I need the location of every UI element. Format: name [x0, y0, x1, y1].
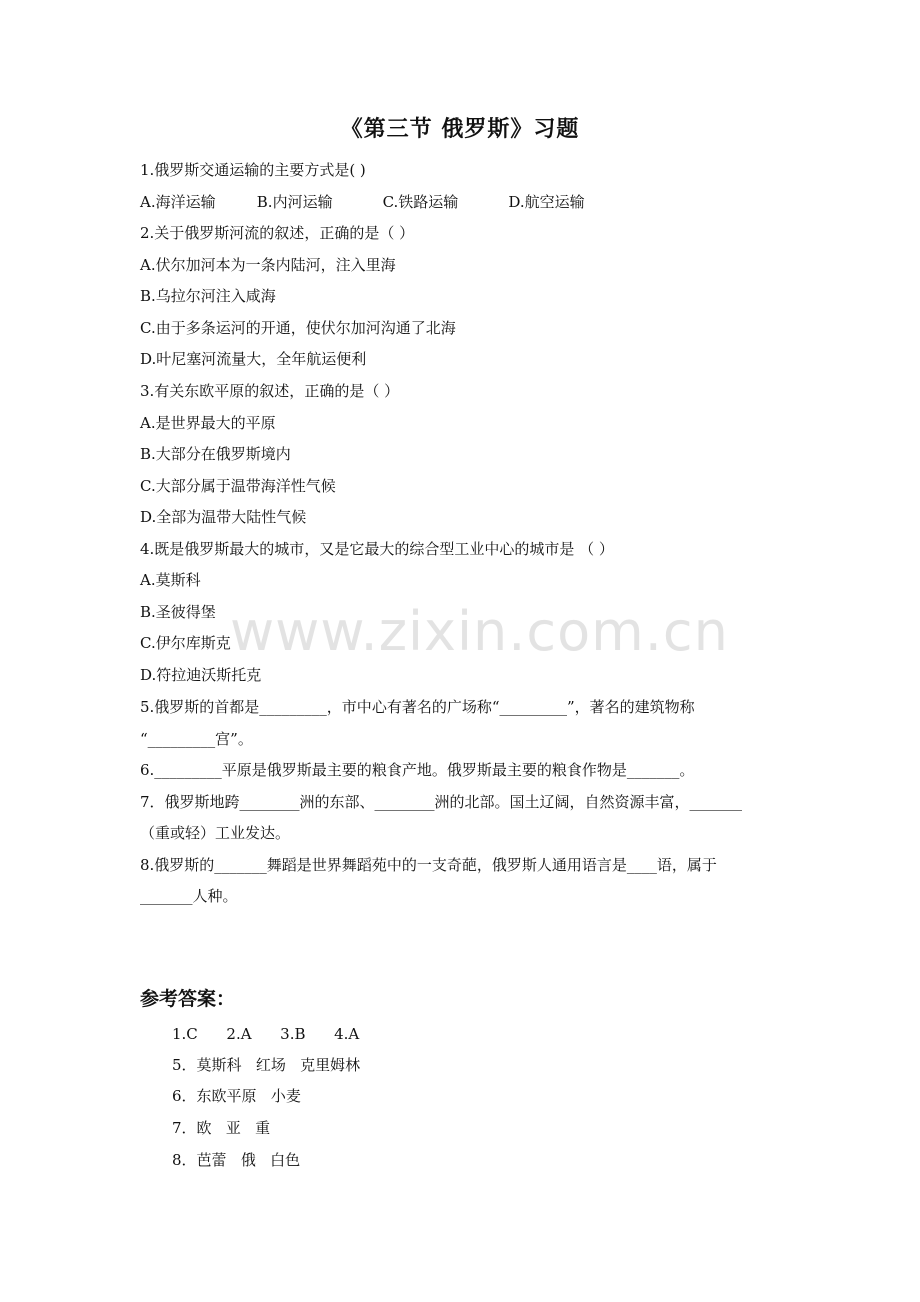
question-5-line-1: 5.俄罗斯的首都是_________，市中心有著名的广场称“_________”，著名的建筑物称 — [140, 698, 695, 716]
answer-line-5: 8．芭蕾 俄 白色 — [172, 1151, 301, 1169]
q4-option-c: C.伊尔库斯克 — [140, 634, 231, 652]
question-1-options — [140, 192, 585, 212]
question-8-line-2: _______人种。 — [140, 887, 238, 905]
question-2-stem: 2.关于俄罗斯河流的叙述，正确的是（ ） — [140, 224, 415, 242]
question-7-line-1: 7．俄罗斯地跨________洲的东部、________洲的北部。国土辽阔，自然资源丰富，_______ — [140, 793, 743, 811]
q1-option-a: A.海洋运输 — [140, 193, 216, 211]
q3-option-d: D.全部为温带大陆性气候 — [140, 508, 307, 526]
answer-line-2: 5．莫斯科 红场 克里姆林 — [172, 1056, 361, 1074]
q1-option-d: D.航空运输 — [508, 193, 585, 211]
page-title: 《第三节 俄罗斯》习题 — [340, 117, 580, 142]
q2-option-c: C.由于多条运河的开通，使伏尔加河沟通了北海 — [140, 319, 456, 337]
q3-option-b: B.大部分在俄罗斯境内 — [140, 445, 291, 463]
q4-option-a: A.莫斯科 — [140, 571, 201, 589]
q2-option-b: B.乌拉尔河注入咸海 — [140, 287, 276, 305]
q4-option-d: D.符拉迪沃斯托克 — [140, 666, 262, 684]
question-5-line-2: “_________宫”。 — [140, 730, 253, 748]
q3-option-c: C.大部分属于温带海洋性气候 — [140, 477, 336, 495]
answer-line-3: 6．东欧平原 小麦 — [172, 1087, 301, 1105]
question-7-line-2: （重或轻）工业发达。 — [140, 824, 291, 842]
q3-option-a: A.是世界最大的平原 — [140, 414, 276, 432]
q2-option-a: A.伏尔加河本为一条内陆河，注入里海 — [140, 256, 396, 274]
question-1-stem: 1.俄罗斯交通运输的主要方式是( ) — [140, 161, 366, 179]
watermark: www.zixin.com.cn — [230, 600, 729, 663]
question-6-line-1: 6._________平原是俄罗斯最主要的粮食产地。俄罗斯最主要的粮食作物是_______。 — [140, 761, 695, 779]
question-3-stem: 3.有关东欧平原的叙述，正确的是（ ） — [140, 382, 400, 400]
question-8-line-1: 8.俄罗斯的_______舞蹈是世界舞蹈苑中的一支奇葩，俄罗斯人通用语言是____语，属于 — [140, 856, 717, 874]
q2-option-d: D.叶尼塞河流量大，全年航运便利 — [140, 350, 367, 368]
q1-option-c: C.铁路运输 — [382, 193, 459, 211]
q4-option-b: B.圣彼得堡 — [140, 603, 216, 621]
q1-option-b: B.内河运输 — [256, 193, 333, 211]
question-4-stem: 4.既是俄罗斯最大的城市，又是它最大的综合型工业中心的城市是 （ ） — [140, 540, 614, 558]
answer-line-1: 1.C 2.A 3.B 4.A — [172, 1025, 360, 1043]
answer-line-4: 7．欧 亚 重 — [172, 1119, 271, 1137]
answers-heading: 参考答案： — [140, 988, 236, 1010]
